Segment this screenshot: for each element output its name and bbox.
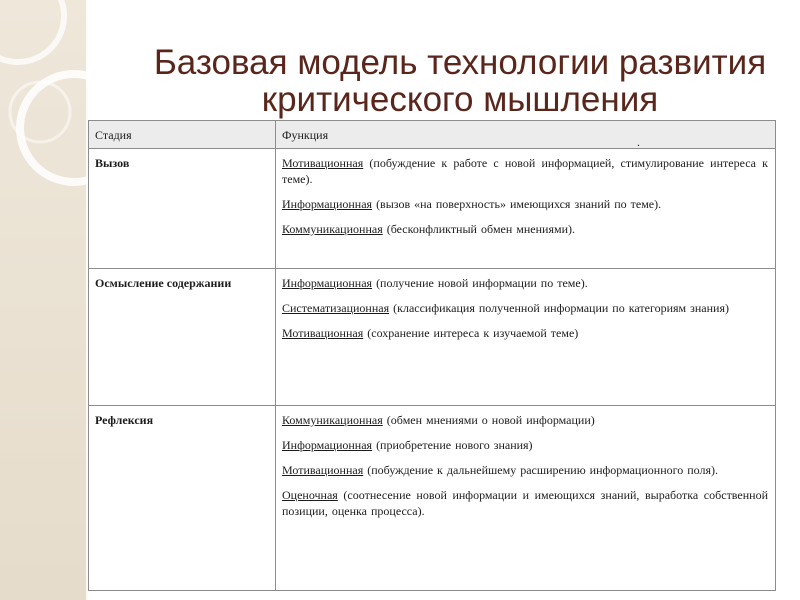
decorative-rings bbox=[0, 0, 88, 600]
stage-function-table bbox=[88, 120, 776, 591]
decorative-ring bbox=[0, 0, 64, 62]
left-decoration-panel bbox=[0, 0, 88, 600]
function-description: (классификация полученной информации по категориям знания) bbox=[393, 301, 729, 315]
stage-cell: Осмысление содержании bbox=[89, 269, 276, 406]
functions-cell bbox=[276, 406, 776, 591]
function-item bbox=[282, 155, 768, 187]
table-row bbox=[89, 406, 776, 591]
function-name: Информационная bbox=[282, 276, 373, 290]
function-description: (соотнесение новой информации и имеющихся знаний, выработка собственной позиции, оценка процесса). bbox=[282, 488, 768, 518]
function-item bbox=[282, 325, 768, 341]
title-line-1: Базовая модель технологии развития bbox=[153, 43, 767, 82]
function-name: Систематизационная bbox=[282, 301, 390, 315]
function-item bbox=[282, 437, 768, 453]
function-item bbox=[282, 412, 768, 428]
function-item bbox=[282, 275, 768, 291]
function-description: (приобретение нового знания) bbox=[376, 438, 533, 452]
header-cell-function bbox=[276, 121, 776, 149]
table-row bbox=[89, 149, 776, 269]
function-name: Коммуникационная bbox=[282, 413, 383, 427]
function-description: (вызов «на поверхность» имеющихся знаний по теме). bbox=[376, 197, 662, 211]
functions-cell bbox=[276, 269, 776, 406]
function-description: (получение новой информации по теме). bbox=[376, 276, 588, 290]
function-item bbox=[282, 487, 768, 519]
header-function-label: Функция bbox=[282, 128, 329, 142]
title-line-2: критического мышления bbox=[261, 80, 659, 119]
function-description: (побуждение к дальнейшему расширению информационного поля). bbox=[367, 463, 719, 477]
header-cell-stage: Стадия bbox=[89, 121, 276, 149]
function-description: (обмен мнениями о новой информации) bbox=[386, 413, 595, 427]
stage-cell: Рефлексия bbox=[89, 406, 276, 591]
function-description: (сохранение интереса к изучаемой теме) bbox=[367, 326, 579, 340]
function-name: Мотивационная bbox=[282, 326, 364, 340]
function-name: Информационная bbox=[282, 197, 373, 211]
slide-title bbox=[120, 44, 800, 118]
function-item bbox=[282, 196, 768, 212]
function-name: Мотивационная bbox=[282, 156, 364, 170]
stage-cell: Вызов bbox=[89, 149, 276, 269]
function-name: Информационная bbox=[282, 438, 373, 452]
table-row bbox=[89, 269, 776, 406]
function-item bbox=[282, 300, 768, 316]
table-header-row bbox=[89, 121, 776, 149]
function-name: Мотивационная bbox=[282, 463, 364, 477]
function-item bbox=[282, 221, 768, 237]
header-mark: . bbox=[637, 135, 640, 149]
decorative-ring bbox=[20, 74, 88, 182]
functions-cell bbox=[276, 149, 776, 269]
function-description: (побуждение к работе с новой информацией, стимулирование интереса к теме). bbox=[282, 156, 768, 186]
function-item bbox=[282, 462, 768, 478]
function-description: (бесконфликтный обмен мнениями). bbox=[386, 222, 576, 236]
function-name: Коммуникационная bbox=[282, 222, 383, 236]
function-name: Оценочная bbox=[282, 488, 338, 502]
